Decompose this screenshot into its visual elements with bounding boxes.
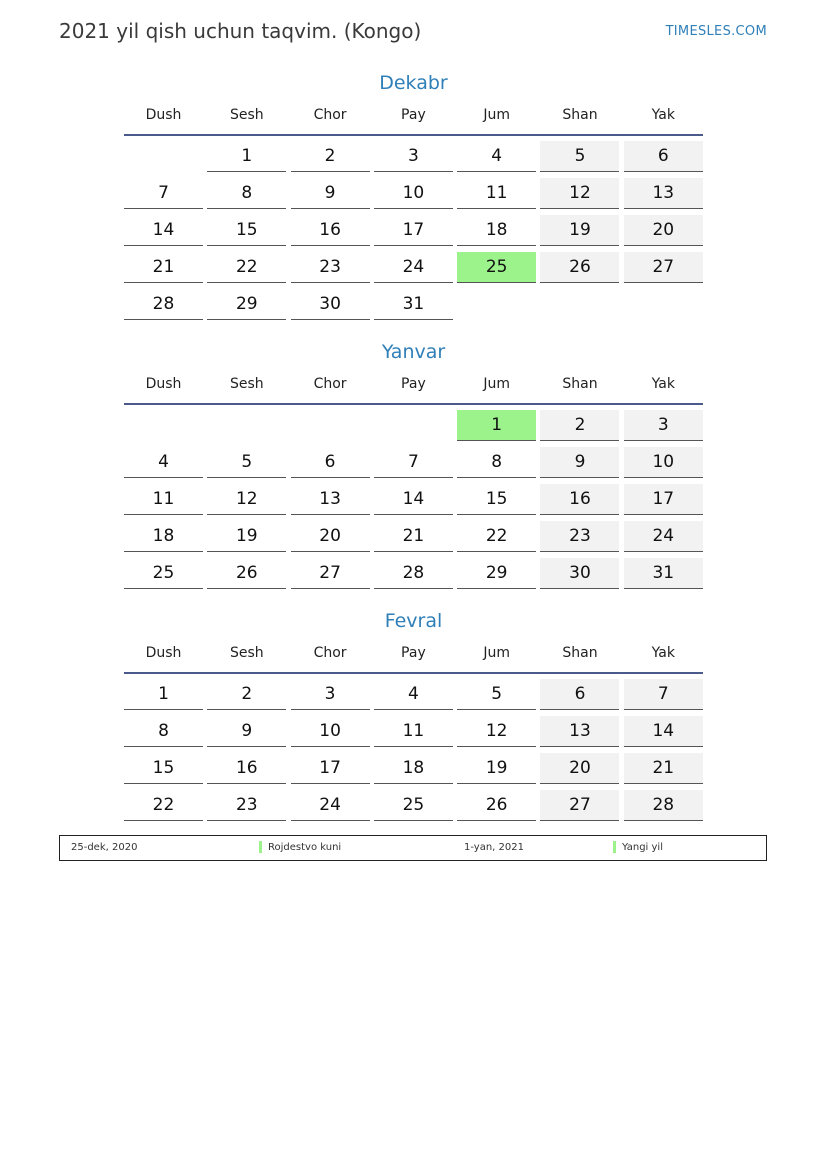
weekday-label: Jum [483,107,510,123]
day-cell: 22 [124,790,203,821]
day-grid [124,141,703,320]
weekday-label: Chor [313,376,347,392]
day-cell: 16 [291,215,370,246]
day-cell: 28 [374,558,453,589]
day-cell: 20 [624,215,703,246]
day-cell: 14 [374,484,453,515]
day-cell: 24 [374,252,453,283]
day-cell: 28 [624,790,703,821]
day-cell: 19 [207,521,286,552]
day-cell: 7 [624,679,703,710]
day-cell: 7 [124,178,203,209]
weekday-label: Shan [562,376,598,392]
day-cell: 1 [457,410,536,441]
month-name: Fevral [384,610,443,632]
weekday-label: Yak [651,376,675,392]
weekday-label: Jum [483,376,510,392]
day-cell: 5 [457,679,536,710]
day-cell: 10 [374,178,453,209]
day-cell: 11 [124,484,203,515]
day-cell: 25 [374,790,453,821]
day-cell: 12 [207,484,286,515]
empty-cell [124,141,203,171]
legend-name-2: Yangi yil [622,842,663,853]
day-cell: 13 [624,178,703,209]
page-title: 2021 yil qish uchun taqvim. (Kongo) [59,19,422,43]
day-cell: 1 [207,141,286,172]
day-cell: 27 [624,252,703,283]
day-cell: 23 [540,521,619,552]
day-cell: 17 [374,215,453,246]
weekday-label: Shan [562,107,598,123]
day-cell: 5 [207,447,286,478]
day-cell: 26 [457,790,536,821]
day-cell: 8 [457,447,536,478]
day-cell: 21 [374,521,453,552]
day-cell: 25 [457,252,536,283]
weekday-label: Pay [401,645,426,661]
empty-cell [291,410,370,440]
day-cell: 16 [540,484,619,515]
day-cell: 4 [124,447,203,478]
weekday-header [124,104,703,126]
day-cell: 15 [457,484,536,515]
day-cell: 20 [540,753,619,784]
day-cell: 18 [374,753,453,784]
weekday-label: Jum [483,645,510,661]
day-cell: 9 [207,716,286,747]
day-cell: 4 [374,679,453,710]
empty-cell [124,410,203,440]
day-cell: 12 [457,716,536,747]
weekday-label: Pay [401,376,426,392]
site-link[interactable]: TIMESLES.COM [665,24,767,39]
weekday-label: Chor [313,107,347,123]
day-cell: 4 [457,141,536,172]
legend-name-1: Rojdestvo kuni [268,842,342,853]
day-cell: 5 [540,141,619,172]
day-cell: 26 [207,558,286,589]
month-1 [124,339,703,589]
day-cell: 23 [207,790,286,821]
day-cell: 20 [291,521,370,552]
day-cell: 2 [540,410,619,441]
day-cell: 15 [124,753,203,784]
day-cell: 31 [374,289,453,320]
weekday-header [124,373,703,395]
empty-cell [207,410,286,440]
weekday-label: Sesh [229,645,264,661]
day-cell: 13 [540,716,619,747]
empty-cell [374,410,453,440]
day-cell: 3 [624,410,703,441]
day-cell: 29 [457,558,536,589]
weekday-label: Sesh [229,107,264,123]
day-cell: 18 [457,215,536,246]
day-cell: 27 [291,558,370,589]
day-cell: 16 [207,753,286,784]
day-cell: 14 [124,215,203,246]
day-cell: 31 [624,558,703,589]
day-cell: 22 [207,252,286,283]
day-cell: 9 [291,178,370,209]
legend-date-1: 25-dek, 2020 [71,842,138,853]
weekday-label: Dush [145,645,182,661]
day-cell: 11 [457,178,536,209]
day-cell: 15 [207,215,286,246]
weekday-label: Dush [145,107,182,123]
day-cell: 21 [124,252,203,283]
holiday-marker-icon [613,841,616,853]
day-cell: 30 [291,289,370,320]
day-cell: 26 [540,252,619,283]
day-grid [124,410,703,589]
weekday-label: Sesh [229,376,264,392]
day-cell: 6 [540,679,619,710]
day-cell: 25 [124,558,203,589]
legend-date-2: 1-yan, 2021 [464,842,524,853]
day-cell: 6 [291,447,370,478]
day-cell: 24 [291,790,370,821]
day-cell: 3 [291,679,370,710]
month-name: Yanvar [381,341,446,363]
day-cell: 22 [457,521,536,552]
day-cell: 1 [124,679,203,710]
day-cell: 10 [291,716,370,747]
holiday-marker-icon [259,841,262,853]
day-cell: 17 [624,484,703,515]
day-cell: 3 [374,141,453,172]
header-divider [124,134,703,136]
weekday-label: Pay [401,107,426,123]
day-cell: 8 [124,716,203,747]
weekday-label: Yak [651,107,675,123]
day-cell: 24 [624,521,703,552]
month-2 [124,608,703,821]
day-cell: 30 [540,558,619,589]
day-cell: 12 [540,178,619,209]
day-cell: 23 [291,252,370,283]
weekday-label: Dush [145,376,182,392]
header-divider [124,403,703,405]
day-cell: 19 [540,215,619,246]
weekday-header [124,642,703,664]
weekday-label: Shan [562,645,598,661]
day-cell: 17 [291,753,370,784]
day-cell: 28 [124,289,203,320]
month-0 [124,70,703,320]
weekday-label: Yak [651,645,675,661]
day-cell: 8 [207,178,286,209]
day-grid [124,679,703,821]
day-cell: 13 [291,484,370,515]
day-cell: 21 [624,753,703,784]
day-cell: 18 [124,521,203,552]
weekday-label: Chor [313,645,347,661]
day-cell: 6 [624,141,703,172]
header-divider [124,672,703,674]
day-cell: 2 [207,679,286,710]
day-cell: 10 [624,447,703,478]
day-cell: 14 [624,716,703,747]
day-cell: 9 [540,447,619,478]
month-name: Dekabr [379,72,448,94]
holiday-legend [59,835,767,861]
day-cell: 27 [540,790,619,821]
day-cell: 7 [374,447,453,478]
day-cell: 2 [291,141,370,172]
day-cell: 29 [207,289,286,320]
day-cell: 11 [374,716,453,747]
day-cell: 19 [457,753,536,784]
